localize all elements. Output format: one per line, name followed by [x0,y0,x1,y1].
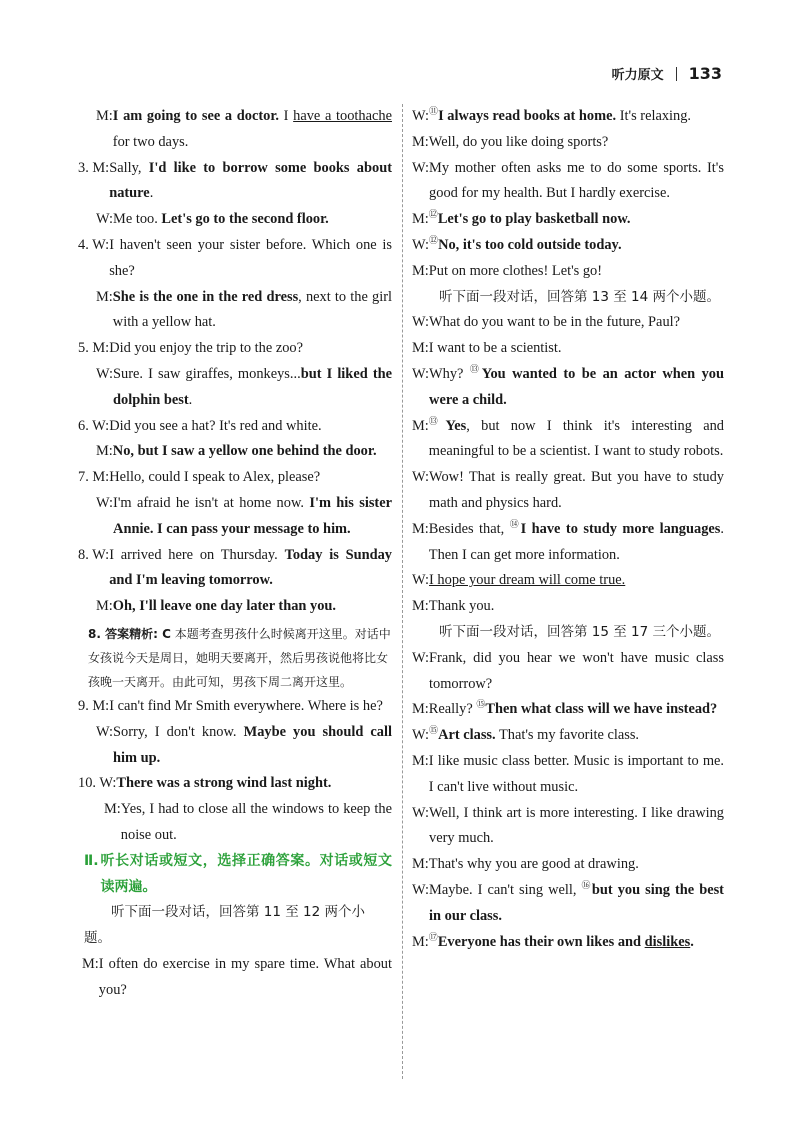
speaker-label: M: [82,955,99,972]
analysis-heading: 8. 答案精析: C [88,626,171,641]
line-text: I often do exercise in my spare time. What about you? [98,955,392,998]
dialogue-line [78,594,392,620]
line-text: I haven't seen your sister before. Which one is she? [109,236,392,279]
speaker-label: W: [96,723,114,740]
dialogue-line [412,646,724,698]
dialogue-line [412,930,724,956]
speaker-label: W: [412,159,430,176]
line-text: I like music class better. Music is important to me. I can't live without music. [428,752,724,795]
speaker-label: W: [96,494,114,511]
speaker-label: 4. W: [78,236,110,253]
dialogue-line [412,233,724,259]
line-text: No, but I saw a yellow one behind the door. [112,443,377,460]
dialogue-line [78,465,392,491]
line-text: Sure. I saw giraffes, monkeys...but I liked the dolphin best. [113,365,392,408]
speaker-label: W: [96,365,114,382]
question-marker: ⑰ [428,931,438,942]
line-text: She is the one in the red dress, next to the girl with a yellow hat. [112,288,392,331]
line-text: Besides that, ⑭I have to study more languages. Then I can get more information. [428,518,724,563]
speaker-label: M: [412,752,429,769]
speaker-label: M: [96,443,113,460]
line-text: That's why you are good at drawing. [428,856,639,873]
speaker-label: W: [412,727,430,744]
speaker-label: W: [412,365,430,382]
section-number: Ⅱ. [84,852,99,869]
speaker-label: 5. M: [78,340,110,357]
dialogue-line [78,414,392,440]
dialogue-line [412,878,724,930]
line-text: Me too. Let's go to the second floor. [113,211,329,228]
dialogue-line [412,207,724,233]
line-text: Well, I think art is more interesting. I like drawing very much. [429,804,724,847]
speaker-label: M: [412,856,429,873]
dialogue-line [412,594,724,620]
dialogue-line [412,130,724,156]
speaker-label: W: [412,572,430,589]
line-text: Put on more clothes! Let's go! [428,262,603,279]
question-marker: ⑭ [509,518,521,529]
line-text: ⑪I always read books at home. It's relaxing. [429,106,692,124]
question-marker: ⑬ [469,364,482,375]
speaker-label: M: [412,133,429,150]
section-heading [84,849,392,901]
line-text: Sorry, I don't know. Maybe you should call him up. [113,723,392,766]
speaker-label: W: [96,211,114,228]
speaker-label: 6. W: [78,417,110,434]
page-header [612,64,722,83]
line-text: Yes, I had to close all the windows to keep the noise out. [120,801,392,843]
dialogue-line [412,852,724,878]
dialogue-line [78,491,392,543]
speaker-label: W: [412,804,430,821]
answer-analysis [88,622,392,694]
line-text: I hope your dream will come true. [429,572,626,589]
dialogue-line [78,104,392,156]
question-marker: ⑮ [429,725,439,736]
line-text: Did you see a hat? It's red and white. [109,417,322,434]
dialogue-line [412,517,724,569]
left-column [78,104,392,1004]
line-text: Sally, I'd like to borrow some books about nature. [109,159,392,202]
dialogue-line [78,207,392,233]
line-text: Thank you. [428,598,495,615]
speaker-label: M: [104,801,121,818]
section-title: 听力原文 [611,68,664,83]
line-text: I can't find Mr Smith everywhere. Where is he? [109,697,383,714]
dialogue-line [412,104,724,130]
line-text: ⑫Let's go to play basketball now. [428,209,631,228]
line-text: Wow! That is really great. But you have to study math and physics hard. [429,469,724,511]
line-text: Oh, I'll leave one day later than you. [112,598,336,615]
speaker-label: W: [412,236,430,253]
question-marker: ⑫ [429,235,439,246]
page-number: 133 [688,64,722,83]
speaker-label: M: [96,288,113,305]
speaker-label: 9. M: [78,697,110,714]
right-column [412,104,724,955]
dialogue-line [412,310,724,336]
question-marker: ⑪ [429,106,439,117]
question-instruction: 听下面一段对话，回答第 15 至 17 三个小题。 [439,623,721,640]
speaker-label: M: [412,340,429,357]
speaker-label: M: [412,520,429,537]
speaker-label: M: [412,598,429,615]
dialogue-line [412,465,724,517]
question-instruction: 听下面一段对话，回答第 11 至 12 两个小题。 [84,904,366,947]
line-text: Really? ⑮Then what class will we have instead? [428,699,718,718]
line-text: Did you enjoy the trip to the zoo? [109,340,304,357]
question-marker: ⑫ [428,209,438,220]
dialogue-line [412,259,724,285]
dialogue-line [78,233,392,285]
dialogue-line [412,568,724,594]
speaker-label: M: [412,262,429,279]
line-text: My mother often asks me to do some sports. It's good for my health. But I hardly exercise. [429,159,724,202]
dialogue-line [412,723,724,749]
dialogue-line [78,156,392,208]
dialogue-line [412,336,724,362]
speaker-label: 10. W: [78,775,117,792]
dialogue-line [412,801,724,853]
speaker-label: W: [412,649,430,666]
speaker-label: W: [412,469,430,486]
line-text: I arrived here on Thursday. Today is Sunday and I'm leaving tomorrow. [109,546,392,589]
line-text: ⑫No, it's too cold outside today. [429,235,622,253]
dialogue-line [78,797,392,849]
section-instructions: 听长对话或短文，选择正确答案。对话或短文读两遍。 [100,852,392,895]
dialogue-line [78,336,392,362]
dialogue-line [412,414,724,466]
line-text: ⑮Art class. That's my favorite class. [429,725,640,744]
line-text: There was a strong wind last night. [116,775,332,792]
line-text: I want to be a scientist. [428,340,562,357]
question-instruction: 听下面一段对话，回答第 13 至 14 两个小题。 [439,288,721,305]
line-text: I'm afraid he isn't at home now. I'm his sister Annie. I can pass your message to him. [113,494,392,537]
line-text: Well, do you like doing sports? [428,133,609,150]
line-text: ⑰Everyone has their own likes and dislikes. [428,931,694,950]
analysis-body: 本题考查男孩什么时候离开这里。对话中女孩说今天是周日，她明天要离开，然后男孩说他将比女孩晚一天离开。由此可知，男孩下周二离开这里。 [88,626,391,689]
line-text: Hello, could I speak to Alex, please? [109,469,321,486]
dialogue-line [82,952,392,1004]
speaker-label: M: [96,108,113,124]
speaker-label: 3. M: [78,159,110,176]
dialogue-line [78,694,392,720]
speaker-label: W: [412,881,430,898]
line-text: Maybe. I can't sing well, ⑯but you sing the best in our class. [429,880,724,924]
speaker-label: M: [96,598,113,615]
speaker-label: M: [412,211,429,228]
header-divider [676,67,677,81]
speaker-label: W: [412,108,430,124]
dialogue-line [412,362,724,414]
line-text: What do you want to be in the future, Paul? [429,314,681,331]
dialogue-line [412,749,724,801]
dialogue-line [78,362,392,414]
dialogue-line [78,771,392,797]
dialogue-line [78,543,392,595]
column-divider [402,104,403,1079]
dialogue-line [78,285,392,337]
dialogue-line [412,156,724,208]
line-text: ⑬Yes, but now I think it's interesting and meaningful to be a scientist. I want to study robots. [428,415,724,460]
question-marker: ⑬ [428,415,446,426]
speaker-label: M: [412,701,429,718]
speaker-label: 7. M: [78,469,110,486]
speaker-label: M: [412,417,429,434]
speaker-label: W: [412,314,430,331]
question-marker: ⑮ [476,699,486,710]
question-marker: ⑯ [581,880,592,891]
line-text: Frank, did you hear we won't have music class tomorrow? [429,649,724,692]
speaker-label: M: [412,933,429,950]
dialogue-line [78,720,392,772]
line-text: Why? ⑬You wanted to be an actor when you were a child. [429,364,724,408]
line-text: I am going to see a doctor. I have a toothache for two days. [112,108,392,150]
speaker-label: 8. W: [78,546,110,563]
dialogue-line [78,439,392,465]
dialogue-line [412,697,724,723]
